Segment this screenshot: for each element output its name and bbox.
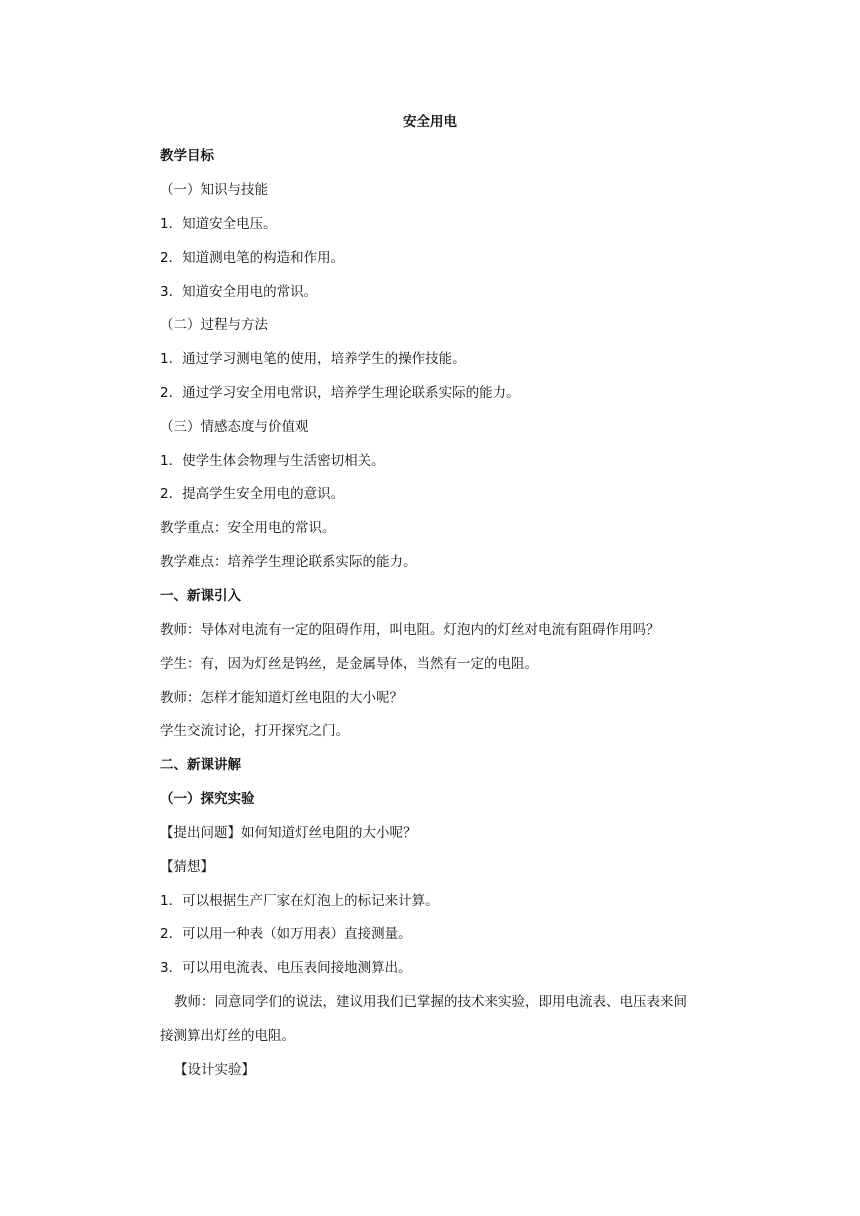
list-item: 1．通过学习测电笔的使用，培养学生的操作技能。 [160, 351, 466, 367]
list-item: 1．可以根据生产厂家在灯泡上的标记来计算。 [160, 893, 439, 909]
list-item: 3．知道安全用电的常识。 [160, 284, 318, 300]
document-title: 安全用电 [403, 114, 457, 130]
part2-sub-heading: （一）探究实验 [160, 791, 255, 807]
list-item: 2．通过学习安全用电常识，培养学生理论联系实际的能力。 [160, 385, 520, 401]
difficulty: 教学难点：培养学生理论联系实际的能力。 [160, 554, 417, 570]
teacher-paragraph-line: 教师：同意同学们的说法，建议用我们已掌握的技术来实验，即用电流表、电压表来间 [174, 994, 687, 1010]
question-line [160, 823, 417, 843]
key-point: 教学重点：安全用电的常识。 [160, 520, 336, 536]
list-item: 1．使学生体会物理与生活密切相关。 [160, 453, 385, 469]
design-tag: 【设计实验】 [174, 1062, 255, 1078]
section-heading-process: （二）过程与方法 [160, 317, 268, 333]
list-item: 2．知道测电笔的构造和作用。 [160, 250, 345, 266]
list-item: 1．知道安全电压。 [160, 216, 277, 232]
dialogue-line: 学生交流讨论，打开探究之门。 [160, 723, 349, 739]
question-text: 如何知道灯丝电阻的大小呢？ [241, 825, 417, 841]
part2-heading: 二、新课讲解 [160, 757, 241, 773]
dialogue-line: 教师：怎样才能知道灯丝电阻的大小呢？ [160, 690, 403, 706]
section-heading-knowledge: （一）知识与技能 [160, 182, 268, 198]
list-item: 2．可以用一种表（如万用表）直接测量。 [160, 926, 412, 942]
teacher-paragraph-line: 接测算出灯丝的电阻。 [160, 1028, 295, 1044]
question-tag: 【提出问题】 [160, 825, 241, 841]
list-item: 3．可以用电流表、电压表间接地测算出。 [160, 960, 412, 976]
guess-tag: 【猜想】 [160, 859, 214, 875]
dialogue-line: 教师：导体对电流有一定的阻碍作用，叫电阻。灯泡内的灯丝对电流有阻碍作用吗？ [160, 622, 660, 638]
part1-heading: 一、新课引入 [160, 588, 241, 604]
section-heading-values: （三）情感态度与价值观 [160, 419, 309, 435]
objectives-heading: 教学目标 [160, 148, 214, 164]
dialogue-line: 学生：有，因为灯丝是钨丝，是金属导体，当然有一定的电阻。 [160, 656, 538, 672]
list-item: 2．提高学生安全用电的意识。 [160, 486, 345, 502]
